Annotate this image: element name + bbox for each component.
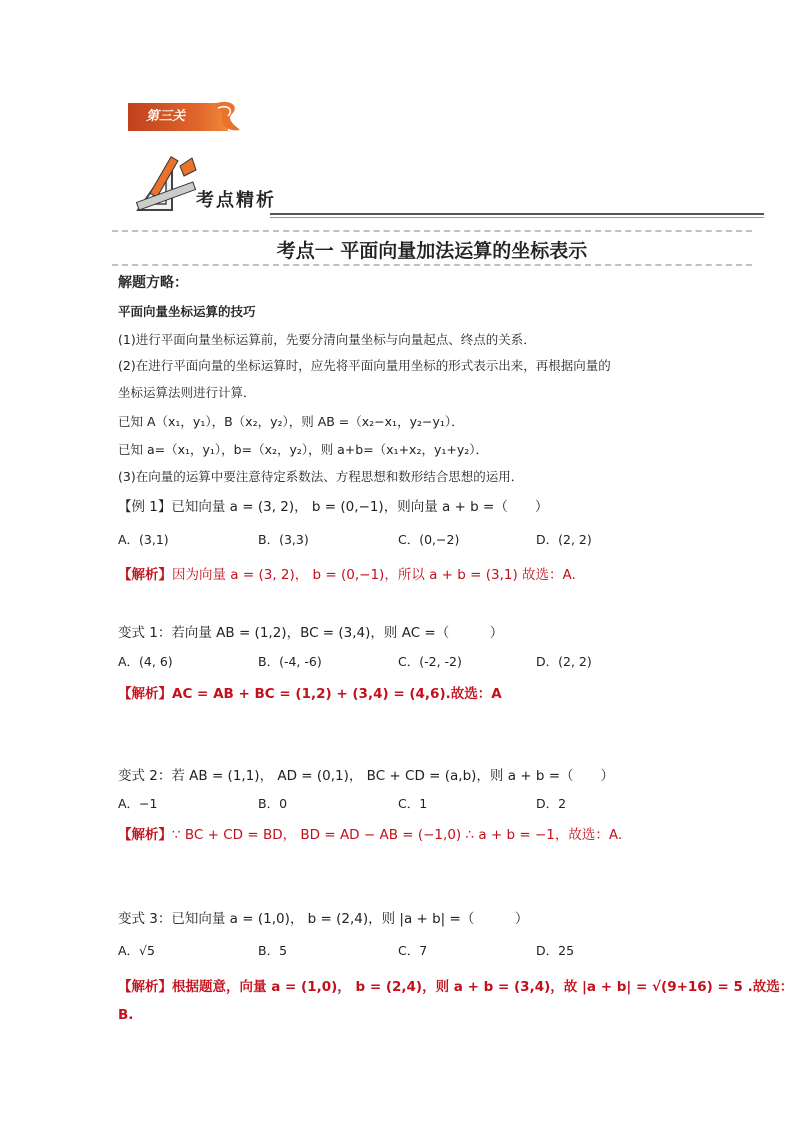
method-heading: 解题方略： bbox=[118, 275, 188, 291]
kaodian-title: 考点一 平面向量加法运算的坐标表示 bbox=[276, 240, 588, 262]
solution-tag: 【解析】 bbox=[118, 567, 172, 583]
option-a: A．(3,1) bbox=[118, 532, 169, 547]
option-c: C．(0,−2) bbox=[398, 532, 460, 547]
method-p5: (3)在向量的运算中要注意待定系数法、方程思想和数形结合思想的运用． bbox=[118, 469, 524, 484]
dashed-divider-bottom bbox=[112, 264, 752, 266]
variant3-solution-tail: B. bbox=[118, 1007, 134, 1023]
variant1-stem: 变式 1：若向量 AB = (1,2)，BC = (3,4)，则 AC =（ ） bbox=[118, 625, 504, 641]
dashed-divider-top bbox=[112, 230, 752, 232]
option-b: B．0 bbox=[258, 796, 288, 811]
option-d: D．(2, 2) bbox=[536, 532, 592, 547]
option-d: D．25 bbox=[536, 943, 575, 958]
solution-text: AC = AB + BC = (1,2) + (3,4) = (4,6).故选：A bbox=[172, 686, 502, 702]
option-a: A．(4, 6) bbox=[118, 654, 173, 669]
banner-label: 第三关 bbox=[146, 109, 186, 124]
variant3-stem: 变式 3：已知向量 a = (1,0)， b = (2,4)，则 |a + b| =（ ） bbox=[118, 911, 529, 927]
option-c: C．7 bbox=[398, 943, 428, 958]
example1-solution bbox=[118, 563, 576, 583]
method-p1: (1)进行平面向量坐标运算前，先要分清向量坐标与向量起点、终点的关系． bbox=[118, 332, 536, 347]
banner-swirl-icon bbox=[212, 96, 242, 136]
solution-text: 根据题意，向量 a = (1,0)， b = (2,4)，则 a + b = (3,4)，故 |a + b| = √(9+16) = 5 .故选： bbox=[172, 979, 794, 995]
method-p2a: (2)在进行平面向量的坐标运算时，应先将平面向量用坐标的形式表示出来，再根据向量的 bbox=[118, 358, 611, 373]
variant1-solution bbox=[118, 682, 502, 702]
method-p4: 已知 a=（x₁，y₁），b=（x₂，y₂），则 a+b=（x₁+x₂，y₁+y₂）． bbox=[118, 442, 488, 457]
option-d: D．(2, 2) bbox=[536, 654, 592, 669]
option-a: A．√5 bbox=[118, 943, 155, 958]
method-p3: 已知 A（x₁，y₁），B（x₂，y₂），则 AB =（x₂−x₁，y₂−y₁）． bbox=[118, 414, 464, 429]
option-d: D．2 bbox=[536, 796, 567, 811]
option-a: A．−1 bbox=[118, 796, 158, 811]
option-b: B．(3,3) bbox=[258, 532, 309, 547]
example1-stem: 【例 1】已知向量 a = (3, 2)， b = (0,−1)，则向量 a + b =（ ） bbox=[118, 499, 549, 515]
variant3-solution bbox=[118, 975, 793, 995]
section-title: 考点精析 bbox=[196, 190, 276, 211]
section-rule-thin bbox=[270, 217, 764, 218]
section-rule bbox=[270, 213, 764, 215]
method-p2b: 坐标运算法则进行计算． bbox=[118, 385, 256, 400]
variant2-solution bbox=[118, 823, 622, 843]
option-c: C．(-2, -2) bbox=[398, 654, 462, 669]
option-b: B．5 bbox=[258, 943, 288, 958]
solution-text: 因为向量 a = (3, 2)， b = (0,−1)，所以 a + b = (3,1) 故选：A. bbox=[172, 567, 576, 583]
solution-text: ∵ BC + CD = BD， BD = AD − AB = (−1,0) ∴ a + b = −1，故选：A. bbox=[172, 827, 623, 843]
variant2-stem: 变式 2：若 AB = (1,1)， AD = (0,1)， BC + CD = (a,b)，则 a + b =（ ） bbox=[118, 768, 615, 784]
option-c: C．1 bbox=[398, 796, 428, 811]
geometry-tools-icon bbox=[132, 152, 204, 216]
solution-tag: 【解析】 bbox=[118, 827, 172, 843]
option-b: B．(-4, -6) bbox=[258, 654, 322, 669]
solution-tag: 【解析】 bbox=[118, 979, 172, 995]
solution-tag: 【解析】 bbox=[118, 686, 172, 702]
method-subheading: 平面向量坐标运算的技巧 bbox=[118, 304, 256, 319]
